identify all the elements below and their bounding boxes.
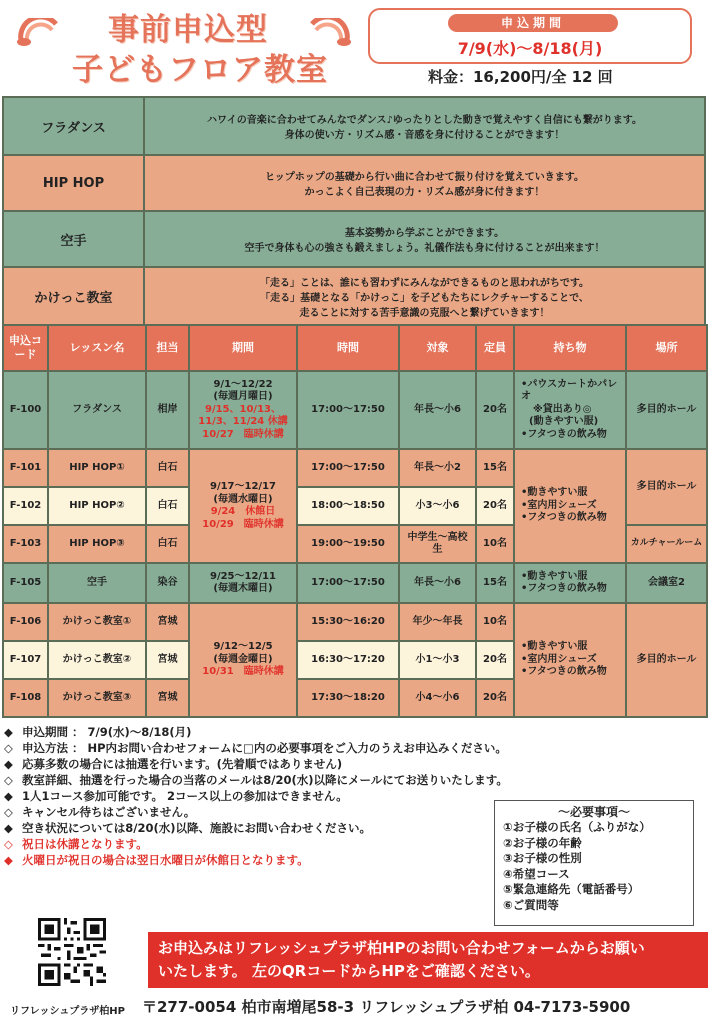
items-cell <box>514 371 626 449</box>
diamond-outline-icon: ◇ <box>4 805 13 819</box>
target-cell: 年長～小2 <box>399 449 476 487</box>
requirement-item: ⑥ご質問等 <box>503 897 559 912</box>
requirement-item: ③お子様の性別 <box>503 851 582 865</box>
time-cell: 19:00～19:50 <box>297 525 399 563</box>
course-code: F-102 <box>3 487 48 525</box>
requirements-box <box>494 800 694 926</box>
teacher-name: 白石 <box>146 487 189 525</box>
course-code: F-103 <box>3 525 48 563</box>
note-text: 祝日は休講となります。 <box>22 837 148 851</box>
qr-caption: リフレッシュプラザ柏HP <box>10 1006 125 1017</box>
note-item <box>4 740 508 756</box>
target-cell: 小4～小6 <box>399 679 476 717</box>
time-cell: 16:30～17:20 <box>297 641 399 679</box>
time-cell: 17:00～17:50 <box>297 449 399 487</box>
note-item <box>4 804 508 820</box>
course-code: F-108 <box>3 679 48 717</box>
item-line: •室内用シューズ <box>521 499 597 511</box>
period-closed: 11/3、11/24 休講 <box>198 416 288 428</box>
period-sub: (毎週月曜日) <box>213 391 273 403</box>
item-line: •フタつきの飲み物 <box>521 428 607 440</box>
description-text <box>144 211 705 267</box>
capacity-cell: 20名 <box>476 641 514 679</box>
place-cell: 多目的ホール <box>626 371 707 449</box>
time-cell: 15:30～16:20 <box>297 603 399 641</box>
period-closed: 10/29 臨時休講 <box>202 518 284 530</box>
requirement-item: ⑤緊急連絡先（電話番号） <box>503 882 640 896</box>
item-line: •フタつきの飲み物 <box>521 583 607 594</box>
item-line: •動きやすい服 <box>521 570 588 582</box>
description-name: HIP HOP <box>3 155 144 211</box>
note-item <box>4 772 508 788</box>
items-cell <box>514 603 626 717</box>
description-line: ヒップホップの基礎から行い曲に合わせて振り付けを覚えていきます。 <box>265 172 584 183</box>
teacher-name: 宮城 <box>146 603 189 641</box>
capacity-cell: 20名 <box>476 487 514 525</box>
period-main: 9/25～12/11 <box>209 570 276 582</box>
header-lesson: レッスン名 <box>48 325 146 371</box>
period-cell <box>189 603 297 717</box>
diamond-outline-icon: ◇ <box>4 741 13 755</box>
note-text: 申込期間 ： 7/9(水)～8/18(月) <box>22 725 192 739</box>
period-sub: (毎週水曜日) <box>213 493 273 505</box>
header-period: 期間 <box>189 325 297 371</box>
header-target: 対象 <box>399 325 476 371</box>
period-closed: 10/31 臨時休講 <box>202 666 284 678</box>
teacher-name: 染谷 <box>146 563 189 603</box>
item-line: •動きやすい服 <box>521 487 588 499</box>
table-row <box>3 449 707 487</box>
lesson-name: かけっこ教室③ <box>48 679 146 717</box>
note-text: 教室詳細、抽選を行った場合の当落のメールは8/20(水)以降にメールにてお送りいたします。 <box>22 773 508 787</box>
requirement-item: ②お子様の年齢 <box>503 835 582 850</box>
period-sub: (毎週木曜日) <box>213 583 273 594</box>
period-cell <box>189 563 297 603</box>
period-main: 9/1～12/22 <box>213 378 273 390</box>
note-item <box>4 788 508 804</box>
application-period-box <box>368 8 692 64</box>
banner-line: いたします。 左のQRコードからHPをご確認ください。 <box>158 962 540 980</box>
capacity-cell: 10名 <box>476 603 514 641</box>
lesson-name: HIP HOP③ <box>48 525 146 563</box>
period-closed: 10/27 臨時休講 <box>202 428 284 440</box>
qr-code[interactable] <box>38 918 106 986</box>
period-cell <box>189 371 297 449</box>
note-text: 空き状況については8/20(水)以降、施設にお問い合わせください。 <box>22 821 371 835</box>
description-text <box>144 267 705 325</box>
diamond-outline-icon: ◇ <box>4 773 13 787</box>
header-code: 申込コード <box>3 325 48 371</box>
page-title-line2: 子どもフロア教室 <box>72 52 328 88</box>
capacity-cell: 15名 <box>476 449 514 487</box>
teacher-name: 宮城 <box>146 679 189 717</box>
lesson-name: かけっこ教室② <box>48 641 146 679</box>
lesson-description-table <box>2 96 706 326</box>
time-cell: 17:30～18:20 <box>297 679 399 717</box>
description-line: 「走る」ことは、誰にも習わずにみんなができるものと思われがちです。 <box>259 277 590 289</box>
description-name: かけっこ教室 <box>3 267 144 325</box>
capacity-cell: 20名 <box>476 679 514 717</box>
note-item <box>4 756 508 772</box>
description-text <box>144 155 705 211</box>
requirement-item: ①お子様の氏名（ふりがな） <box>503 820 651 834</box>
item-line: •室内用シューズ <box>521 653 597 665</box>
description-text <box>144 97 705 155</box>
lesson-name: HIP HOP② <box>48 487 146 525</box>
course-code: F-106 <box>3 603 48 641</box>
footer-address: 〒277-0054 柏市南増尾58-3 リフレッシュプラザ柏 04-7173-5900 <box>142 998 631 1016</box>
note-item <box>4 836 508 852</box>
description-row-hula <box>3 97 705 155</box>
description-line: 走ることに対する苦手意識の克服へと繋げていきます！ <box>299 307 550 319</box>
rainbow-right-icon <box>306 18 352 46</box>
target-cell: 年少～年長 <box>399 603 476 641</box>
description-name: 空手 <box>3 211 144 267</box>
fee-text: 料金：16,200円/全 12 回 <box>428 68 613 86</box>
note-text: 火曜日が祝日の場合は翌日水曜日が休館日となります。 <box>22 853 309 867</box>
target-cell: 中学生～高校生 <box>399 525 476 563</box>
rainbow-left-icon <box>16 18 62 46</box>
teacher-name: 宮城 <box>146 641 189 679</box>
capacity-cell: 20名 <box>476 371 514 449</box>
table-row <box>3 371 707 449</box>
time-cell: 17:00～17:50 <box>297 563 399 603</box>
place-cell: 多目的ホール <box>626 449 707 525</box>
items-cell <box>514 449 626 563</box>
course-code: F-101 <box>3 449 48 487</box>
page-title-line1: 事前申込型 <box>108 12 268 48</box>
period-closed: 9/24 休館日 <box>210 506 276 517</box>
note-item <box>4 820 508 836</box>
item-line: ※貸出あり◎ <box>533 403 592 415</box>
period-closed: 9/15、10/13、 <box>204 403 281 415</box>
diamond-filled-icon: ◆ <box>4 821 13 835</box>
notes-list <box>4 724 508 868</box>
target-cell: 年長～小6 <box>399 563 476 603</box>
time-cell: 18:00～18:50 <box>297 487 399 525</box>
header-time: 時間 <box>297 325 399 371</box>
header-items: 持ち物 <box>514 325 626 371</box>
place-cell: 多目的ホール <box>626 603 707 717</box>
header-capacity: 定員 <box>476 325 514 371</box>
time-cell: 17:00～17:50 <box>297 371 399 449</box>
period-label: 申込期間 <box>448 14 618 32</box>
description-line: 空手で身体も心の強さも鍛えましょう。礼儀作法も身に付けることが出来ます！ <box>244 243 605 254</box>
diamond-outline-icon: ◇ <box>4 837 13 851</box>
note-text: 応募多数の場合には抽選を行います。(先着順ではありません) <box>22 757 343 771</box>
teacher-name: 白石 <box>146 525 189 563</box>
lesson-name: フラダンス <box>48 371 146 449</box>
capacity-cell: 15名 <box>476 563 514 603</box>
description-row-hiphop <box>3 155 705 211</box>
item-line: (動きやすい服) <box>529 416 599 428</box>
schedule-table <box>2 324 708 718</box>
description-name: フラダンス <box>3 97 144 155</box>
item-line: •動きやすい服 <box>521 641 588 653</box>
table-row <box>3 603 707 641</box>
note-text: 申込方法 ： HP内お問い合わせフォームに□内の必要事項をご入力のうえお申込みください。 <box>22 741 507 755</box>
period-main: 9/12～12/5 <box>213 641 273 653</box>
note-text: 1人1コース参加可能です。 2コース以上の参加はできません。 <box>22 789 348 803</box>
requirements-title: ～必要事項～ <box>557 805 630 819</box>
course-code: F-105 <box>3 563 48 603</box>
place-cell: カルチャールーム <box>626 525 707 563</box>
header-teacher: 担当 <box>146 325 189 371</box>
note-item <box>4 724 508 740</box>
note-item <box>4 852 508 868</box>
lesson-name: HIP HOP① <box>48 449 146 487</box>
description-line: かっこよく自己表現の力・リズム感が身に付きます！ <box>304 187 545 198</box>
item-line: •パウスカートかパレオ <box>521 378 618 403</box>
place-cell: 会議室2 <box>626 563 707 603</box>
period-sub: (毎週金曜日) <box>213 653 273 665</box>
table-row <box>3 563 707 603</box>
note-text: キャンセル待ちはございません。 <box>22 805 196 819</box>
teacher-name: 相岸 <box>146 371 189 449</box>
period-main: 9/17～12/17 <box>209 481 276 492</box>
diamond-filled-icon: ◆ <box>4 853 13 867</box>
lesson-name: かけっこ教室① <box>48 603 146 641</box>
description-row-kakekko <box>3 267 705 325</box>
item-line: •フタつきの飲み物 <box>521 512 607 524</box>
period-dates: 7/9(水)～8/18(月) <box>457 39 603 58</box>
target-cell: 小1～小3 <box>399 641 476 679</box>
description-line: 基本姿勢から学ぶことができます。 <box>344 228 505 239</box>
diamond-filled-icon: ◆ <box>4 757 13 771</box>
header-place: 場所 <box>626 325 707 371</box>
lesson-name: 空手 <box>48 563 146 603</box>
schedule-header-row <box>3 325 707 371</box>
description-line: 「走る」基礎となる「かけっこ」を子どもたちにレクチャーすることで、 <box>260 292 589 304</box>
capacity-cell: 10名 <box>476 525 514 563</box>
teacher-name: 白石 <box>146 449 189 487</box>
diamond-filled-icon: ◆ <box>4 725 13 739</box>
application-banner <box>148 932 708 988</box>
description-line: ハワイの音楽に合わせてみんなでダンス♪ゆったりとした動きで覚えやすく自信にも繋がります。 <box>207 115 642 126</box>
item-line: •フタつきの飲み物 <box>521 666 607 678</box>
target-cell: 小3～小6 <box>399 487 476 525</box>
requirement-item: ④希望コース <box>503 866 570 881</box>
description-row-karate <box>3 211 705 267</box>
diamond-filled-icon: ◆ <box>4 789 13 803</box>
description-line: 身体の使い方・リズム感・音感を身に付けることができます！ <box>284 130 565 141</box>
banner-line: お申込みはリフレッシュプラザ柏HPのお問い合わせフォームからお願い <box>158 939 645 957</box>
items-cell <box>514 563 626 603</box>
course-code: F-100 <box>3 371 48 449</box>
period-cell <box>189 449 297 563</box>
course-code: F-107 <box>3 641 48 679</box>
target-cell: 年長～小6 <box>399 371 476 449</box>
